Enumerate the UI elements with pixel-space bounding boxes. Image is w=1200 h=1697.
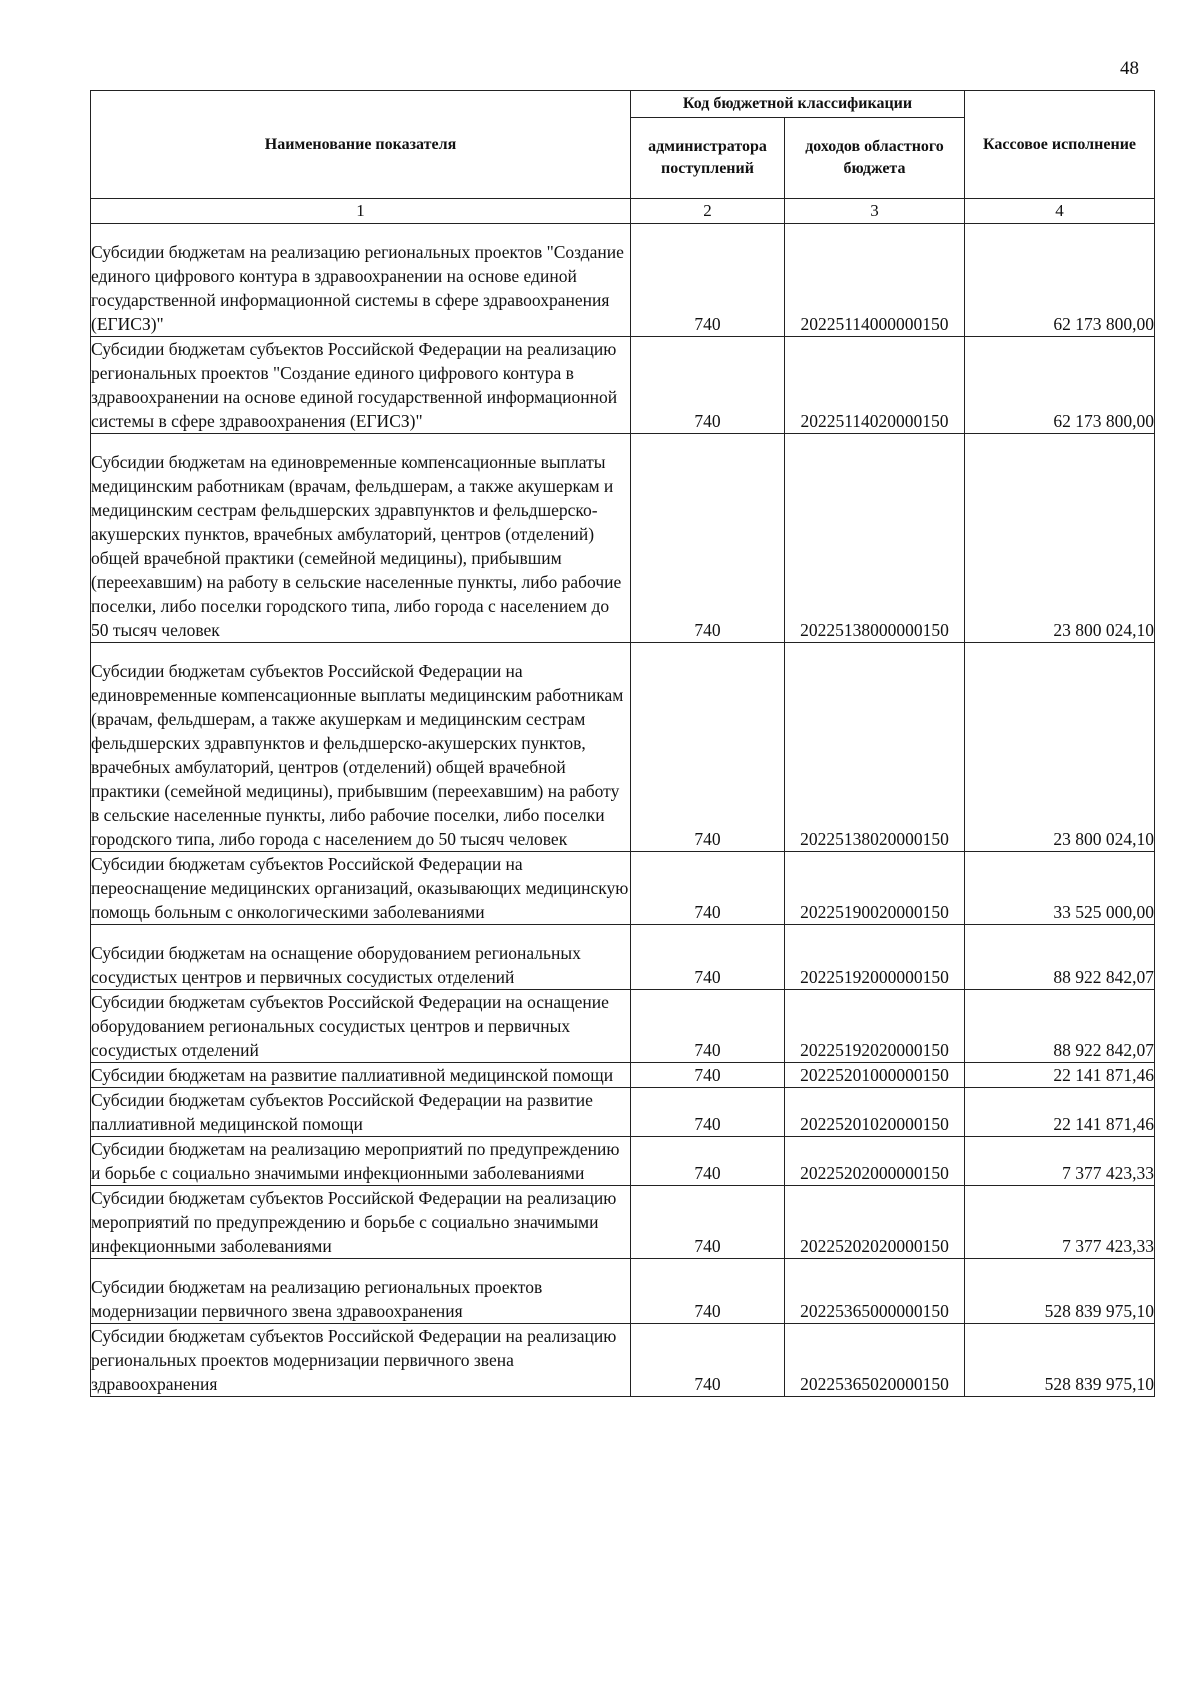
table-row: [91, 1137, 1155, 1186]
admin-code: 740: [631, 337, 785, 434]
admin-code: 740: [631, 925, 785, 990]
budget-table: [90, 90, 1155, 1397]
admin-code: 740: [631, 434, 785, 643]
indicator-name: Субсидии бюджетам субъектов Российской Федерации на единовременные компенсационные выплаты медицинским работникам (врачам, фельдшерам, а также акушеркам и медицинским сестрам фельдшерских здравпунктов и фельдшерско-акушерских пунктов, врачебных амбулаторий, центров (отделений) общей врачебной практики (семейной медицины), прибывшим (переехавшим) на работу в сельские населенные пункты, либо рабочие поселки, либо поселки городского типа, либо города с населением до 50 тысяч человек: [91, 643, 631, 852]
column-number: 1: [91, 199, 631, 224]
cash-amount: 88 922 842,07: [965, 990, 1155, 1063]
column-number: 2: [631, 199, 785, 224]
admin-code: 740: [631, 1186, 785, 1259]
admin-code: 740: [631, 224, 785, 337]
header-admin-column: администратора поступлений: [631, 118, 785, 199]
cash-amount: 23 800 024,10: [965, 434, 1155, 643]
admin-code: 740: [631, 852, 785, 925]
cash-amount: 7 377 423,33: [965, 1186, 1155, 1259]
header-name-column: Наименование показателя: [91, 91, 631, 199]
cash-amount: 7 377 423,33: [965, 1137, 1155, 1186]
indicator-name: Субсидии бюджетам субъектов Российской Федерации на развитие паллиативной медицинской помощи: [91, 1088, 631, 1137]
income-code: 20225365000000150: [785, 1259, 965, 1324]
admin-code: 740: [631, 1137, 785, 1186]
income-code: 20225114000000150: [785, 224, 965, 337]
income-code: 20225114020000150: [785, 337, 965, 434]
table-row: [91, 643, 1155, 852]
indicator-name: Субсидии бюджетам на единовременные компенсационные выплаты медицинским работникам (врачам, фельдшерам, а также акушеркам и медицинским сестрам фельдшерских здравпунктов и фельдшерско-акушерских пунктов, врачебных амбулаторий, центров (отделений) общей врачебной практики (семейной медицины), прибывшим (переехавшим) на работу в сельские населенные пункты, либо рабочие поселки, либо поселки городского типа, либо города с населением до 50 тысяч человек: [91, 434, 631, 643]
income-code: 20225365020000150: [785, 1324, 965, 1397]
table-row: [91, 1259, 1155, 1324]
income-code: 20225138020000150: [785, 643, 965, 852]
indicator-name: Субсидии бюджетам субъектов Российской Федерации на оснащение оборудованием региональных сосудистых центров и первичных сосудистых отделений: [91, 990, 631, 1063]
header-income-column: доходов областного бюджета: [785, 118, 965, 199]
column-number: 4: [965, 199, 1155, 224]
table-row: [91, 1063, 1155, 1088]
income-code: 20225201000000150: [785, 1063, 965, 1088]
cash-amount: 528 839 975,10: [965, 1324, 1155, 1397]
indicator-name: Субсидии бюджетам на развитие паллиативной медицинской помощи: [91, 1063, 631, 1088]
table-row: [91, 852, 1155, 925]
header-cash-execution: Кассовое исполнение: [965, 91, 1155, 199]
table-row: [91, 434, 1155, 643]
header-budget-code-group: Код бюджетной классификации: [631, 91, 965, 118]
table-row: [91, 925, 1155, 990]
cash-amount: 62 173 800,00: [965, 224, 1155, 337]
income-code: 20225138000000150: [785, 434, 965, 643]
cash-amount: 528 839 975,10: [965, 1259, 1155, 1324]
indicator-name: Субсидии бюджетам на реализацию региональных проектов модернизации первичного звена здравоохранения: [91, 1259, 631, 1324]
income-code: 20225202020000150: [785, 1186, 965, 1259]
admin-code: 740: [631, 643, 785, 852]
indicator-name: Субсидии бюджетам на реализацию мероприятий по предупреждению и борьбе с социально значимыми инфекционными заболеваниями: [91, 1137, 631, 1186]
income-code: 20225202000000150: [785, 1137, 965, 1186]
income-code: 20225201020000150: [785, 1088, 965, 1137]
cash-amount: 88 922 842,07: [965, 925, 1155, 990]
admin-code: 740: [631, 1088, 785, 1137]
indicator-name: Субсидии бюджетам на оснащение оборудованием региональных сосудистых центров и первичных сосудистых отделений: [91, 925, 631, 990]
indicator-name: Субсидии бюджетам на реализацию региональных проектов "Создание единого цифрового контура в здравоохранении на основе единой государственной информационной системы в сфере здравоохранения (ЕГИСЗ)": [91, 224, 631, 337]
cash-amount: 22 141 871,46: [965, 1088, 1155, 1137]
table-row: [91, 337, 1155, 434]
indicator-name: Субсидии бюджетам субъектов Российской Федерации на реализацию региональных проектов модернизации первичного звена здравоохранения: [91, 1324, 631, 1397]
income-code: 20225192020000150: [785, 990, 965, 1063]
cash-amount: 23 800 024,10: [965, 643, 1155, 852]
cash-amount: 33 525 000,00: [965, 852, 1155, 925]
income-code: 20225190020000150: [785, 852, 965, 925]
admin-code: 740: [631, 1063, 785, 1088]
table-row: [91, 1324, 1155, 1397]
admin-code: 740: [631, 1324, 785, 1397]
cash-amount: 62 173 800,00: [965, 337, 1155, 434]
admin-code: 740: [631, 990, 785, 1063]
indicator-name: Субсидии бюджетам субъектов Российской Федерации на реализацию мероприятий по предупреждению и борьбе с социально значимыми инфекционными заболеваниями: [91, 1186, 631, 1259]
page-number: 48: [1120, 58, 1139, 79]
column-number: 3: [785, 199, 965, 224]
table-row: [91, 1186, 1155, 1259]
table-row: [91, 1088, 1155, 1137]
cash-amount: 22 141 871,46: [965, 1063, 1155, 1088]
income-code: 20225192000000150: [785, 925, 965, 990]
table-row: [91, 224, 1155, 337]
indicator-name: Субсидии бюджетам субъектов Российской Федерации на реализацию региональных проектов "Создание единого цифрового контура в здравоохранении на основе единой государственной информационной системы в сфере здравоохранения (ЕГИСЗ)": [91, 337, 631, 434]
indicator-name: Субсидии бюджетам субъектов Российской Федерации на переоснащение медицинских организаций, оказывающих медицинскую помощь больным с онкологическими заболеваниями: [91, 852, 631, 925]
table-row: [91, 990, 1155, 1063]
admin-code: 740: [631, 1259, 785, 1324]
